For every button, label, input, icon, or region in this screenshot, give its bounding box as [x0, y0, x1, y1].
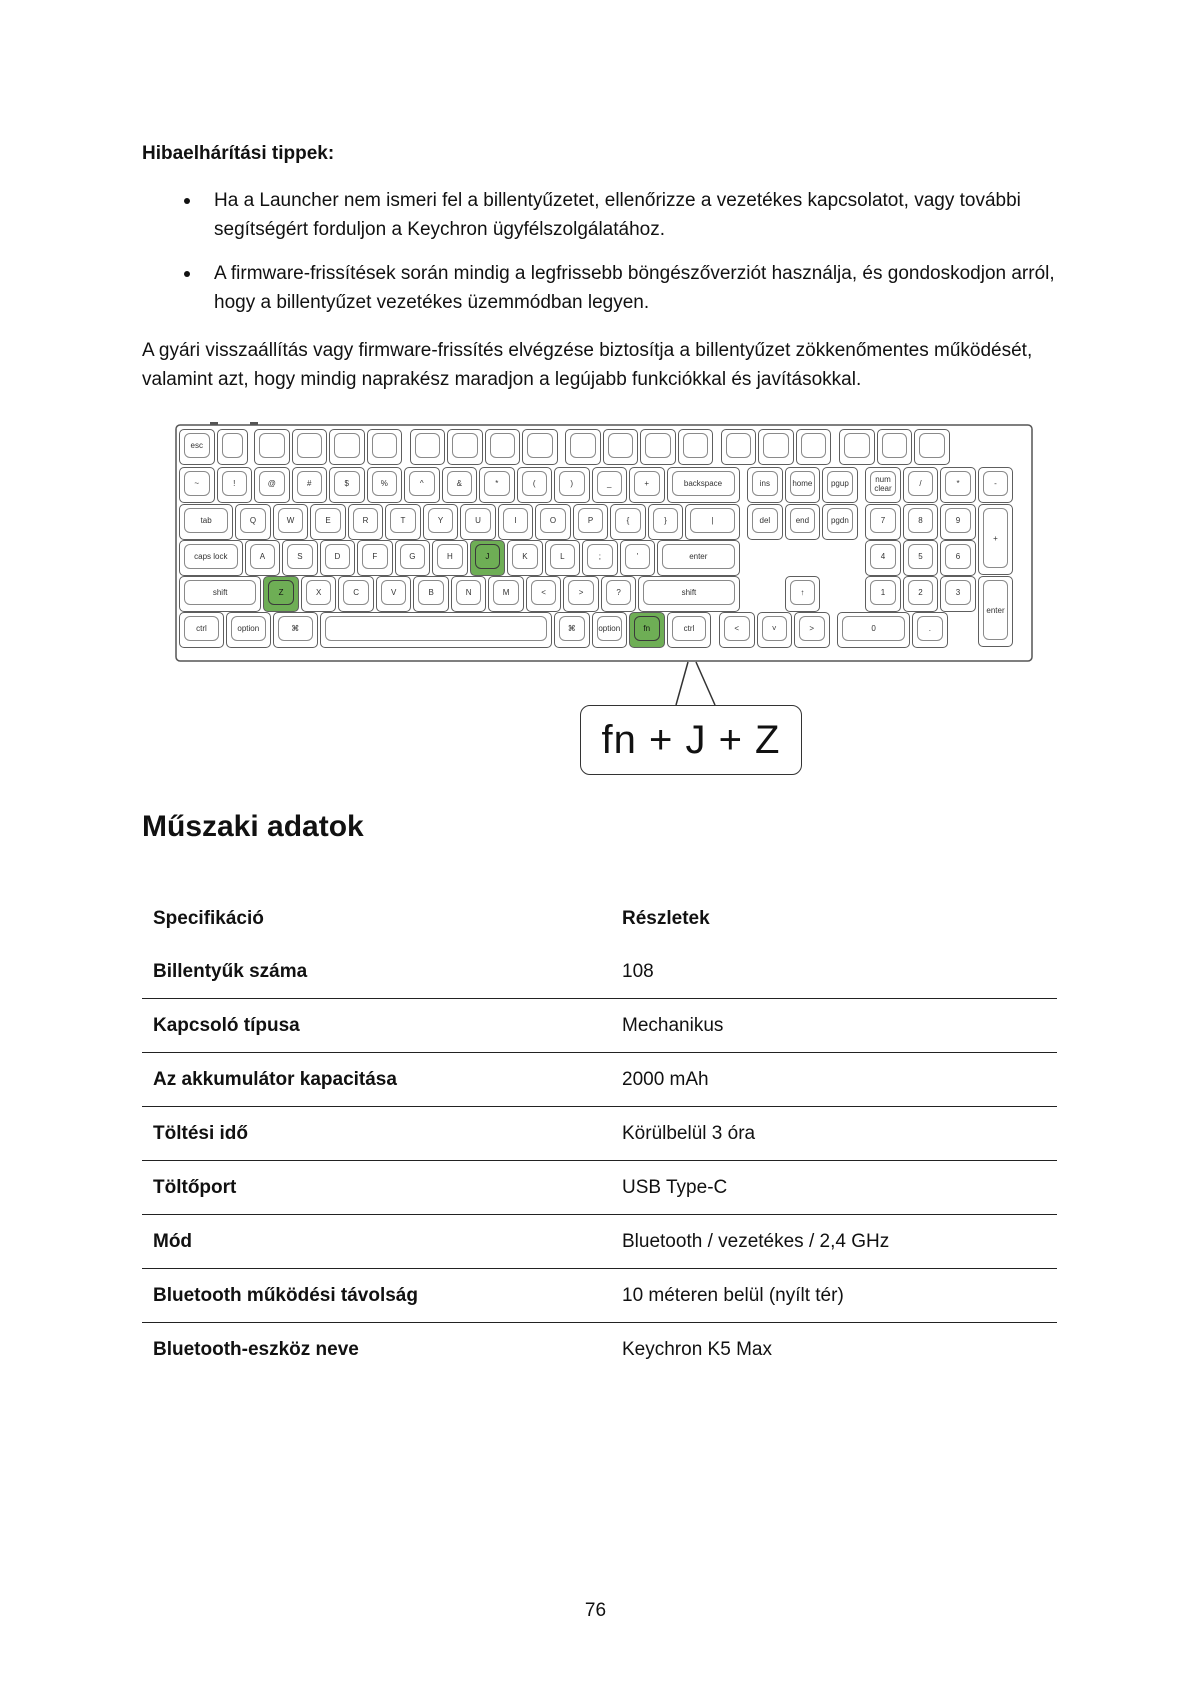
key-label: G: [400, 544, 426, 569]
key-label: option: [597, 616, 623, 641]
keyboard-key: [329, 429, 365, 465]
keyboard-key: [442, 467, 478, 503]
keyboard-key: [865, 576, 901, 612]
keyboard-key: [217, 429, 249, 465]
key-label: [882, 433, 908, 458]
key-label: end: [790, 508, 816, 533]
key-label: 6: [945, 544, 971, 569]
key-label: <: [531, 580, 557, 605]
table-row: [142, 999, 1057, 1053]
key-label: N: [456, 580, 482, 605]
keyboard-key: [839, 429, 875, 465]
keyboard-key: [320, 540, 356, 576]
key-label: R: [353, 508, 379, 533]
key-label: ': [625, 544, 651, 569]
key-label: -: [983, 471, 1009, 496]
keyboard-key: [479, 467, 515, 503]
key-label: ): [559, 471, 585, 496]
keyboard-key: [565, 429, 601, 465]
keyboard-key: [470, 540, 506, 576]
keyboard-key: [348, 504, 384, 540]
keyboard-key: [517, 467, 553, 503]
keyboard-key: [292, 429, 328, 465]
bullet-icon: [184, 271, 190, 277]
key-label: ctrl: [672, 616, 707, 641]
keyboard-key: [282, 540, 318, 576]
key-label: [801, 433, 827, 458]
keyboard-key: [545, 540, 581, 576]
key-label: T: [390, 508, 416, 533]
keyboard-key: [592, 467, 628, 503]
key-label: #: [297, 471, 323, 496]
spec-label: Billentyűk száma: [153, 960, 308, 982]
key-label: tab: [184, 508, 228, 533]
keyboard-key: [903, 576, 939, 612]
spec-label: Töltőport: [153, 1176, 237, 1198]
header-spec: Specifikáció: [153, 907, 264, 929]
key-label: ↑: [790, 580, 816, 605]
key-label: M: [493, 580, 519, 605]
keyboard-key: [338, 576, 374, 612]
keyboard-key: [978, 467, 1014, 503]
spec-label: Bluetooth-eszköz neve: [153, 1338, 359, 1360]
key-label: B: [418, 580, 444, 605]
keyboard-key: [940, 467, 976, 503]
key-label: ^: [409, 471, 435, 496]
key-label: ?: [606, 580, 632, 605]
key-label: enter: [983, 580, 1009, 640]
keyboard-key: [822, 467, 858, 503]
key-label: fn: [634, 616, 660, 641]
section-title: Műszaki adatok: [142, 810, 364, 843]
key-label: +: [634, 471, 660, 496]
keyboard-key: [796, 429, 832, 465]
key-label: @: [259, 471, 285, 496]
keyboard-key: [235, 504, 271, 540]
key-label: >: [568, 580, 594, 605]
keyboard-key: [785, 467, 821, 503]
key-label: ˅: [762, 616, 788, 641]
keyboard-key: [685, 504, 739, 540]
key-label: C: [343, 580, 369, 605]
keyboard-key: [940, 540, 976, 576]
key-label: $: [334, 471, 360, 496]
keyboard-key: [865, 504, 901, 540]
key-label: L: [550, 544, 576, 569]
keyboard-key: [640, 429, 676, 465]
keyboard-key: [822, 504, 858, 540]
header-details: Részletek: [622, 907, 710, 929]
key-label: 0: [842, 616, 905, 641]
keyboard-key: [179, 576, 261, 612]
key-label: backspace: [672, 471, 735, 496]
page-number: 76: [584, 1600, 607, 1621]
key-label: ⌘: [278, 616, 313, 641]
key-label: {: [615, 508, 641, 533]
list-item: [142, 186, 1062, 244]
key-label: 7: [870, 508, 896, 533]
keyboard-key: [573, 504, 609, 540]
key-label: shift: [643, 580, 734, 605]
key-label: [222, 433, 244, 458]
key-label: 3: [945, 580, 971, 605]
key-label: esc: [184, 433, 210, 458]
keyboard-key: [903, 504, 939, 540]
keyboard-key: [678, 429, 714, 465]
key-label: num clear: [870, 471, 896, 496]
keyboard-key: [273, 612, 318, 648]
keyboard-key: [226, 612, 271, 648]
keyboard-key: [785, 576, 821, 612]
keyboard-key: [903, 540, 939, 576]
table-row: [142, 1323, 1057, 1377]
key-label: [334, 433, 360, 458]
key-label: D: [325, 544, 351, 569]
table-row: [142, 945, 1057, 999]
keyboard-key: [447, 429, 483, 465]
keyboard-key: [451, 576, 487, 612]
keyboard-key: [603, 429, 639, 465]
keyboard-key: [179, 540, 243, 576]
key-label: ;: [587, 544, 613, 569]
key-label: [527, 433, 553, 458]
keyboard-key: [320, 612, 552, 648]
table-row: [142, 1215, 1057, 1269]
keyboard-key: [978, 504, 1014, 575]
spec-value: 2000 mAh: [622, 1068, 709, 1090]
table-row: [142, 1107, 1057, 1161]
key-label: /: [908, 471, 934, 496]
keyboard-key: [620, 540, 656, 576]
keyboard-key: [719, 612, 755, 648]
key-label: [645, 433, 671, 458]
key-label: 5: [908, 544, 934, 569]
keyboard-key: [648, 504, 684, 540]
key-label: shift: [184, 580, 256, 605]
key-label: W: [278, 508, 304, 533]
bullet-text: Ha a Launcher nem ismeri fel a billentyűzetet, ellenőrizze a vezetékes kapcsolatot, vagy további segítségért forduljon a Keychron ügyfélszolgálatához.: [214, 190, 1021, 240]
keyboard-key: [367, 467, 403, 503]
keyboard-key: [263, 576, 299, 612]
keyboard-key: [721, 429, 757, 465]
spec-table: [142, 892, 1057, 1376]
key-label: [415, 433, 441, 458]
keyboard-key: [507, 540, 543, 576]
key-label: Y: [428, 508, 454, 533]
keyboard-key: [757, 612, 793, 648]
keyboard-key: [301, 576, 337, 612]
key-label: F: [362, 544, 388, 569]
keyboard-key: [376, 576, 412, 612]
key-label: ⌘: [559, 616, 585, 641]
table-row: [142, 1161, 1057, 1215]
keyboard-key: [554, 612, 590, 648]
keyboard-key: [837, 612, 910, 648]
keyboard-key: [903, 467, 939, 503]
key-label: caps lock: [184, 544, 238, 569]
keyboard-key: [747, 467, 783, 503]
key-label: *: [945, 471, 971, 496]
keyboard-key: [310, 504, 346, 540]
keyboard-key: [978, 576, 1014, 647]
key-label: _: [597, 471, 623, 496]
keyboard-key: [522, 429, 558, 465]
table-row: [142, 1053, 1057, 1107]
key-label: [297, 433, 323, 458]
keyboard-key: [629, 612, 665, 648]
key-label: [325, 616, 547, 641]
key-label: 9: [945, 508, 971, 533]
spec-label: Az akkumulátor kapacitása: [153, 1068, 397, 1090]
keyboard-key: [410, 429, 446, 465]
keyboard-key: [254, 429, 290, 465]
keyboard-key: [758, 429, 794, 465]
spec-value: 108: [622, 960, 654, 982]
tips-list: [142, 186, 1062, 332]
keyboard-key: [582, 540, 618, 576]
key-label: ins: [752, 471, 778, 496]
keyboard-key: [329, 467, 365, 503]
key-label: home: [790, 471, 816, 496]
list-item: [142, 259, 1062, 317]
spec-label: Kapcsoló típusa: [153, 1014, 300, 1036]
keyboard-key: [535, 504, 571, 540]
table-row: [142, 1269, 1057, 1323]
keyboard-key: [667, 612, 712, 648]
keyboard-key: [460, 504, 496, 540]
keyboard-key: [914, 429, 950, 465]
keyboard-key: [423, 504, 459, 540]
keyboard-key: [940, 576, 976, 612]
key-label: pgdn: [827, 508, 853, 533]
tips-heading: Hibaelhárítási tippek:: [142, 143, 335, 164]
key-label: [726, 433, 752, 458]
bullet-icon: [184, 198, 190, 204]
key-label: [919, 433, 945, 458]
keyboard-key: [747, 504, 783, 540]
key-label: U: [465, 508, 491, 533]
key-label: Z: [268, 580, 294, 605]
keyboard-key: [785, 504, 821, 540]
key-label: option: [231, 616, 266, 641]
keyboard-key: [273, 504, 309, 540]
keyboard-key: [385, 504, 421, 540]
keyboard-key: [526, 576, 562, 612]
table-header-row: [142, 892, 1057, 945]
keyboard-key: [601, 576, 637, 612]
keyboard-key: [179, 467, 215, 503]
key-label: >: [799, 616, 825, 641]
key-label: P: [578, 508, 604, 533]
key-label: [490, 433, 516, 458]
key-label: 2: [908, 580, 934, 605]
spec-label: Bluetooth működési távolság: [153, 1284, 418, 1306]
keyboard-key: [794, 612, 830, 648]
key-label: <: [724, 616, 750, 641]
key-label: [763, 433, 789, 458]
key-label: S: [287, 544, 313, 569]
keyboard-key: [488, 576, 524, 612]
key-label: enter: [662, 544, 734, 569]
keyboard-key: [629, 467, 665, 503]
keyboard-key: [638, 576, 739, 612]
keyboard-key: [563, 576, 599, 612]
keyboard-key: [592, 612, 628, 648]
key-label: [608, 433, 634, 458]
keyboard-key: [657, 540, 739, 576]
key-label: [259, 433, 285, 458]
key-label: del: [752, 508, 778, 533]
key-label: %: [372, 471, 398, 496]
keyboard-key: [554, 467, 590, 503]
keyboard-key: [413, 576, 449, 612]
keyboard-key: [179, 429, 215, 465]
key-label: J: [475, 544, 501, 569]
keyboard-key: [610, 504, 646, 540]
keyboard-key: [667, 467, 740, 503]
key-label: 4: [870, 544, 896, 569]
key-label: (: [522, 471, 548, 496]
key-label: pgup: [827, 471, 853, 496]
key-label: [844, 433, 870, 458]
spec-label: Mód: [153, 1230, 193, 1252]
key-label: [683, 433, 709, 458]
spec-value: Mechanikus: [622, 1014, 724, 1036]
keyboard-key: [254, 467, 290, 503]
key-label: *: [484, 471, 510, 496]
key-label: K: [512, 544, 538, 569]
keyboard-key: [395, 540, 431, 576]
spec-value: Bluetooth / vezetékes / 2,4 GHz: [622, 1230, 890, 1252]
spec-label: Töltési idő: [153, 1122, 248, 1144]
keyboard-key: [912, 612, 948, 648]
keyboard-key: [404, 467, 440, 503]
key-label: [452, 433, 478, 458]
keyboard-key: [940, 504, 976, 540]
keyboard-key: [877, 429, 913, 465]
keyboard-key: [432, 540, 468, 576]
key-label: A: [250, 544, 276, 569]
key-label: X: [306, 580, 332, 605]
keyboard-key: [245, 540, 281, 576]
spec-value: USB Type-C: [622, 1176, 728, 1198]
key-label: Q: [240, 508, 266, 533]
key-label: I: [503, 508, 529, 533]
key-label: 1: [870, 580, 896, 605]
key-label: ~: [184, 471, 210, 496]
key-label: &: [447, 471, 473, 496]
key-label: E: [315, 508, 341, 533]
key-label: [372, 433, 398, 458]
key-label: [570, 433, 596, 458]
keyboard-key: [498, 504, 534, 540]
keyboard-key: [292, 467, 328, 503]
bullet-text: A firmware-frissítések során mindig a legfrissebb böngészőverziót használja, és gondoskodjon arról, hogy a billentyűzet vezetékes üzemmódban legyen.: [214, 263, 1055, 313]
key-label: V: [381, 580, 407, 605]
key-label: .: [917, 616, 943, 641]
body-paragraph: A gyári visszaállítás vagy firmware-frissítés elvégzése biztosítja a billentyűzet zökkenőmentes működését, valamint azt, hogy mindig naprakész maradjon a legújabb funkciókkal és javításokkal.: [142, 340, 1033, 390]
key-label: H: [437, 544, 463, 569]
keyboard-key: [865, 467, 901, 503]
keyboard-key: [367, 429, 403, 465]
spec-value: Keychron K5 Max: [622, 1338, 772, 1360]
key-label: !: [222, 471, 248, 496]
keyboard-key: [179, 612, 224, 648]
key-label: }: [653, 508, 679, 533]
key-label: |: [690, 508, 734, 533]
keyboard-illustration: [175, 421, 1033, 667]
key-label: +: [983, 508, 1009, 568]
keyboard-key: [865, 540, 901, 576]
keyboard-key: [179, 504, 233, 540]
keyboard-key: [217, 467, 253, 503]
spec-value: 10 méteren belül (nyílt tér): [622, 1284, 844, 1306]
key-label: ctrl: [184, 616, 219, 641]
key-label: 8: [908, 508, 934, 533]
spec-value: Körülbelül 3 óra: [622, 1122, 756, 1144]
key-combo-callout: fn + J + Z: [580, 705, 802, 775]
keyboard-key: [485, 429, 521, 465]
keyboard-key: [357, 540, 393, 576]
key-label: O: [540, 508, 566, 533]
